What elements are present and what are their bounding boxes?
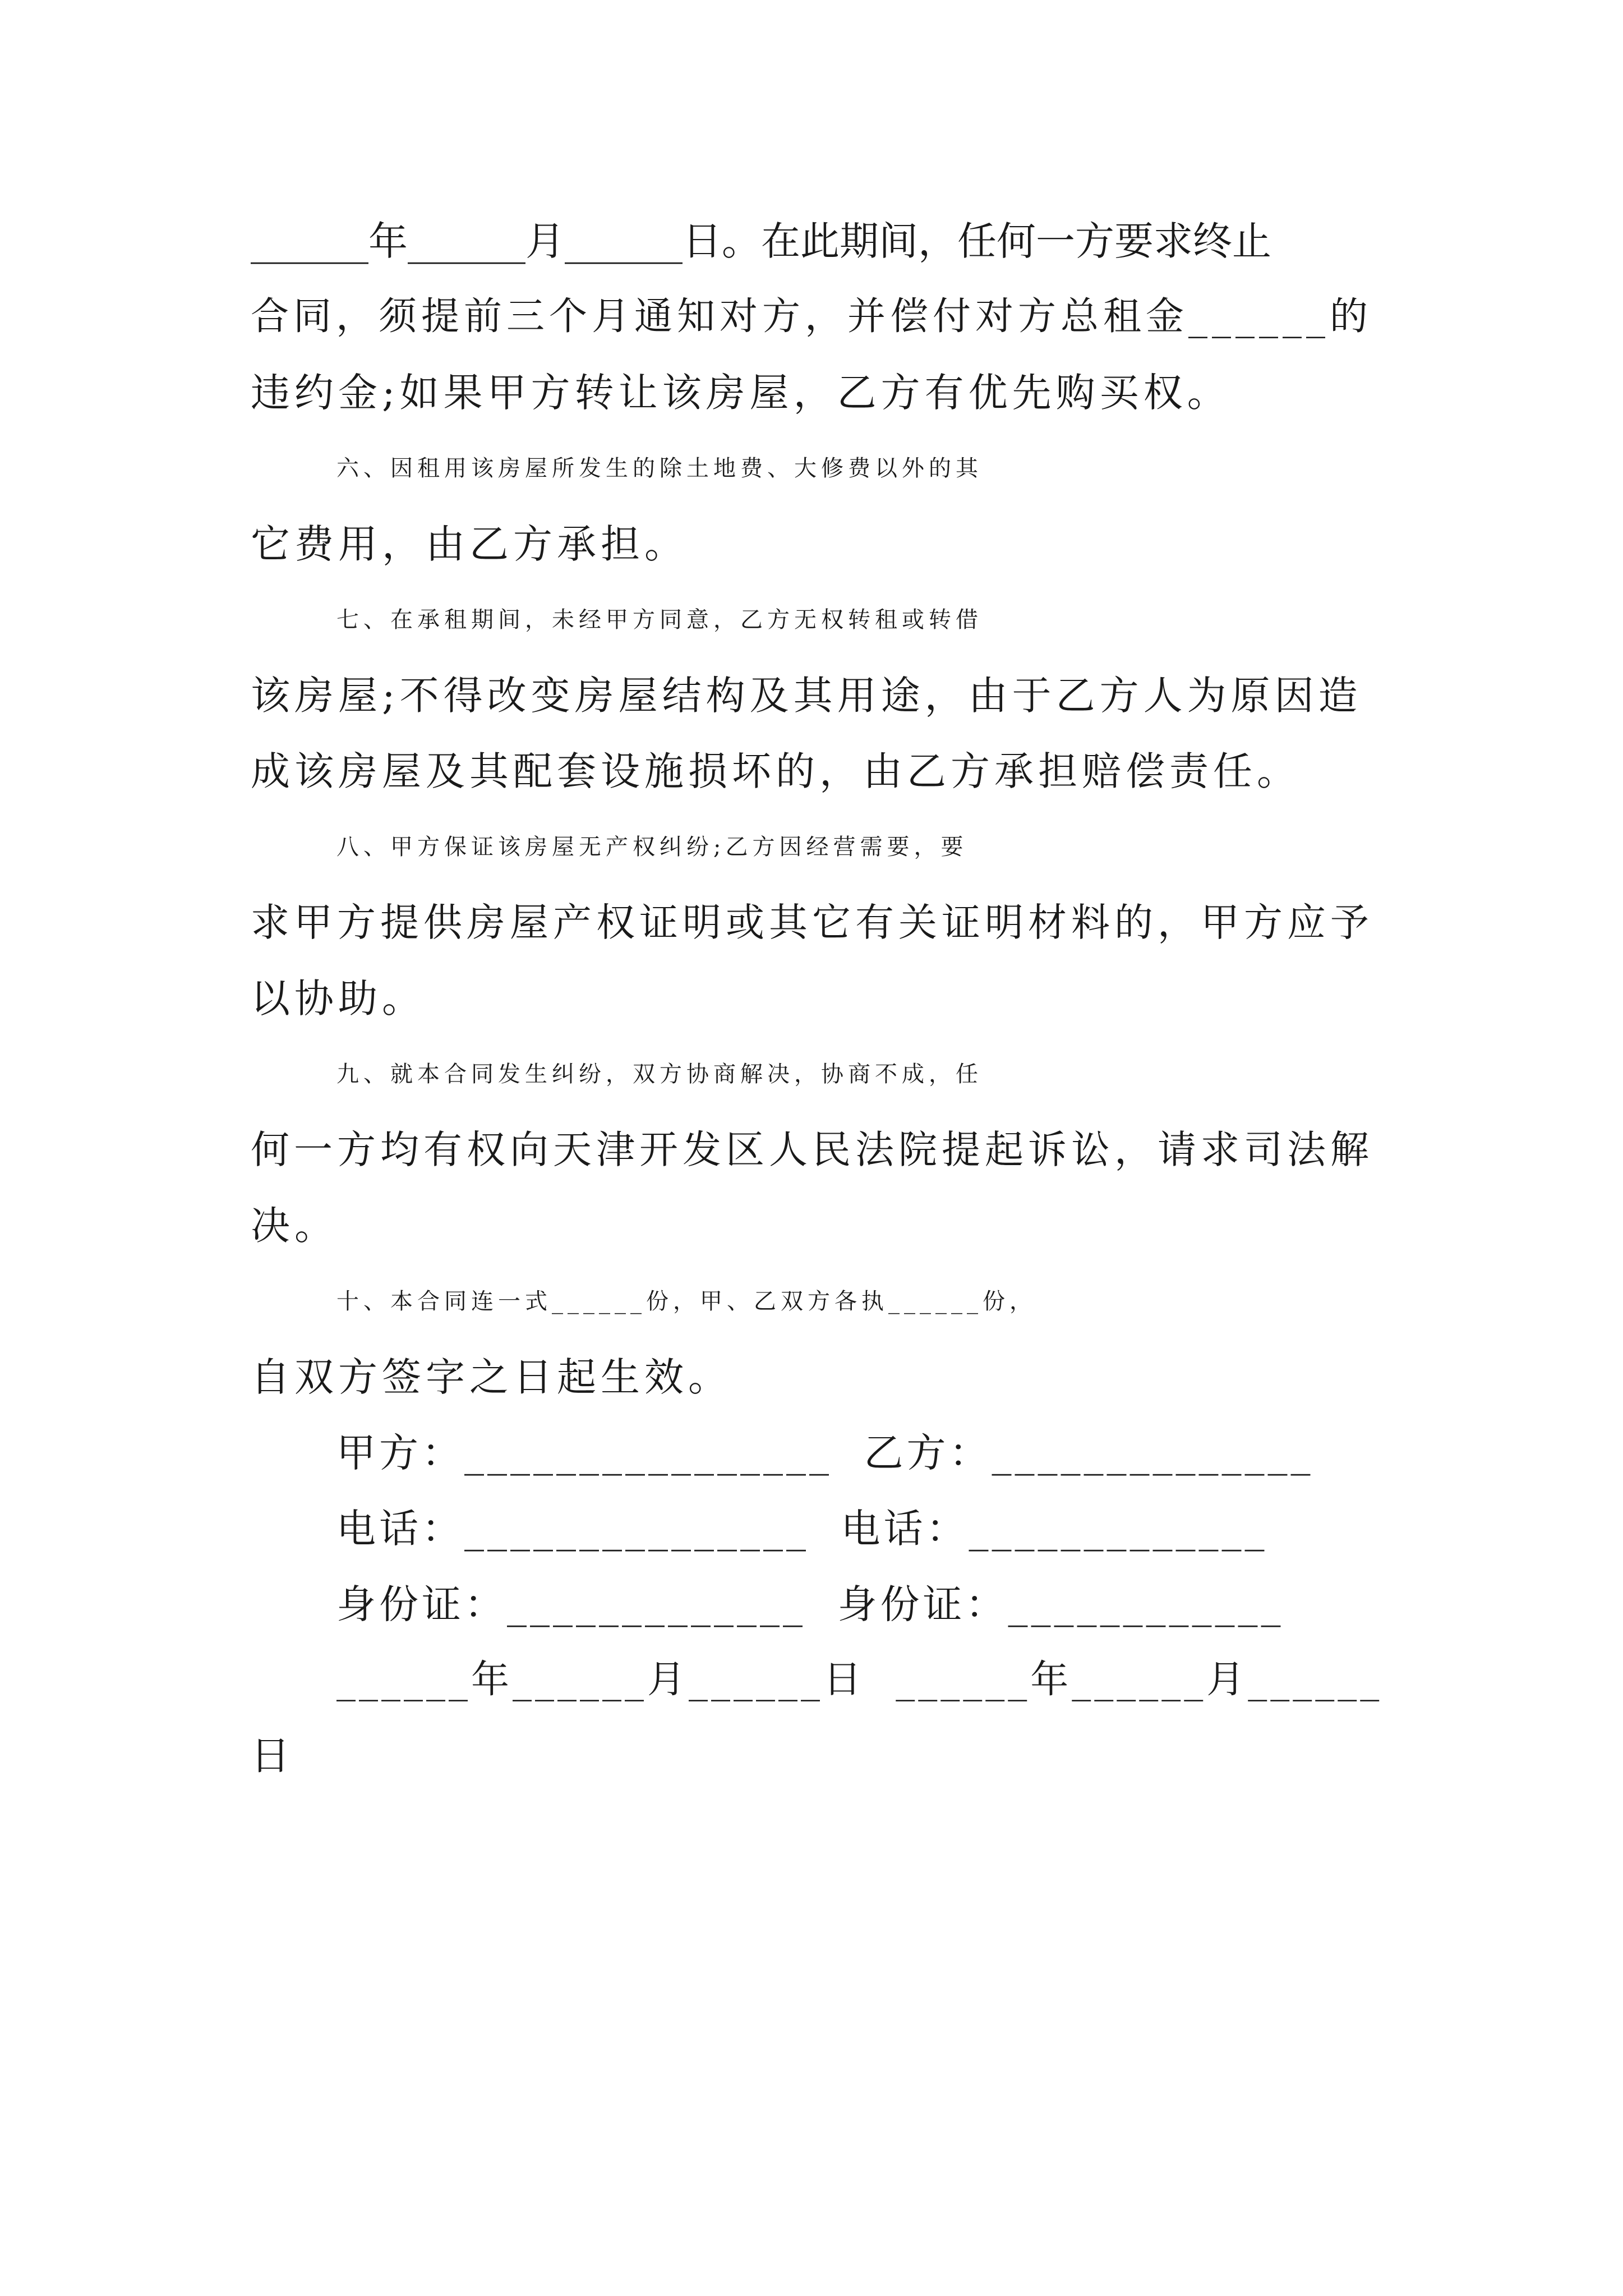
clause-7-line-3: 成该房屋及其配套设施损坏的，由乙方承担赔偿责任。 [251, 748, 1301, 794]
signature-date-line: ______年______月______日 ______年______月______ [336, 1658, 1383, 1702]
clause-8-line-2: 求甲方提供房屋产权证明或其它有关证明材料的，甲方应予 [251, 900, 1373, 945]
clause-7-line-1: 七、在承租期间，未经甲方同意，乙方无权转租或转借 [336, 607, 983, 633]
body-line-3: 违约金;如果甲方转让该房屋，乙方有优先购买权。 [251, 370, 1231, 416]
clause-6-line-2: 它费用，由乙方承担。 [251, 521, 688, 567]
signature-phone-line: 电话：_______________ 电话：_____________ [336, 1506, 1268, 1552]
clause-8-line-3: 以协助。 [251, 976, 426, 1022]
clause-9-line-3: 决。 [251, 1203, 338, 1249]
body-line-1: ______年______月______日。在此期间，任何一方要求终止 [251, 218, 1271, 264]
clause-8-line-1: 八、甲方保证该房屋无产权纠纷;乙方因经营需要，要 [336, 834, 968, 860]
body-line-2: 合同，须提前三个月通知对方，并偿付对方总租金______的 [251, 295, 1373, 339]
clause-10-line-1: 十、本合同连一式______份，甲、乙双方各执______份， [336, 1289, 1036, 1314]
clause-6-line-1: 六、因租用该房屋所发生的除土地费、大修费以外的其 [336, 455, 983, 481]
signature-date-tail: 日 [251, 1733, 294, 1779]
signature-party-line: 甲方：________________ 乙方：______________ [336, 1430, 1314, 1476]
signature-id-line: 身份证：_____________ 身份证：____________ [336, 1581, 1284, 1627]
clause-9-line-2: 何一方均有权向天津开发区人民法院提起诉讼，请求司法解 [251, 1128, 1373, 1172]
clause-7-line-2: 该房屋;不得改变房屋结构及其用途，由于乙方人为原因造 [251, 673, 1362, 719]
clause-9-line-1: 九、就本合同发生纠纷，双方协商解决，协商不成，任 [336, 1061, 983, 1087]
clause-10-line-2: 自双方签字之日起生效。 [251, 1354, 732, 1400]
